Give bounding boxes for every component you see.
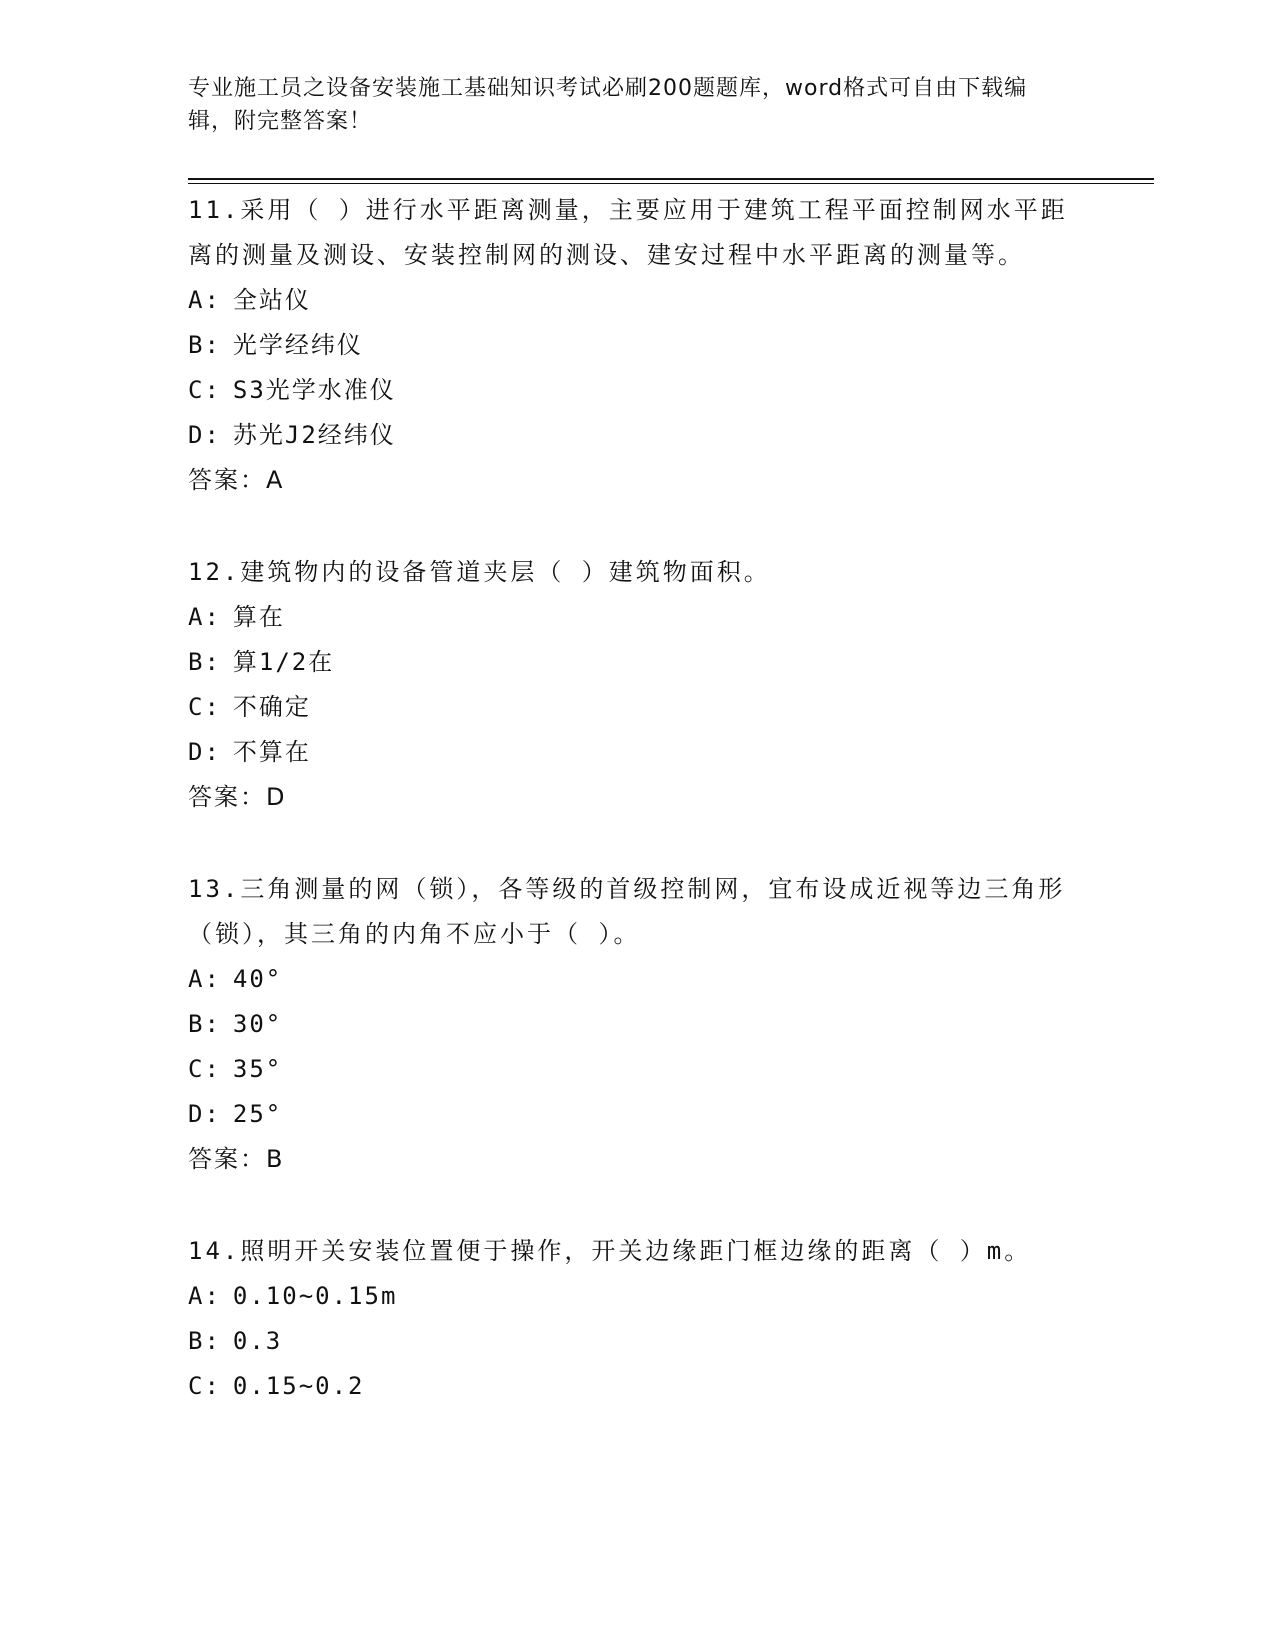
header-divider-thin xyxy=(188,183,1154,184)
question-13 xyxy=(188,867,1088,1182)
option-label: B: xyxy=(188,648,221,676)
option-label: C: xyxy=(188,693,221,721)
option-text: S3光学水准仪 xyxy=(232,376,396,404)
option-text: 不确定 xyxy=(232,693,311,721)
option-label: D: xyxy=(188,421,221,449)
header-divider-thick xyxy=(188,178,1154,180)
option-b xyxy=(188,1002,1088,1047)
question-spacer xyxy=(188,1182,1088,1229)
option-d xyxy=(188,413,1088,458)
option-label: A: xyxy=(188,1282,221,1310)
option-label: C: xyxy=(188,376,221,404)
question-list xyxy=(188,188,1088,1409)
option-label: B: xyxy=(188,331,221,359)
option-text: 苏光J2经纬仪 xyxy=(232,421,396,449)
question-spacer xyxy=(188,503,1088,550)
option-a xyxy=(188,1274,1088,1319)
option-label: A: xyxy=(188,965,221,993)
option-text: 30° xyxy=(232,1010,283,1038)
option-a xyxy=(188,595,1088,640)
option-label: A: xyxy=(188,603,221,631)
answer-line: 答案：A xyxy=(188,466,285,494)
option-a xyxy=(188,278,1088,323)
option-c xyxy=(188,1364,1088,1409)
option-label: A: xyxy=(188,286,221,314)
option-text: 算1/2在 xyxy=(232,648,335,676)
option-label: D: xyxy=(188,1100,221,1128)
answer-line: 答案：B xyxy=(188,1145,285,1173)
option-text: 40° xyxy=(232,965,283,993)
option-text: 0.10~0.15m xyxy=(232,1282,398,1310)
option-c xyxy=(188,368,1088,413)
option-text: 0.3 xyxy=(232,1327,283,1355)
question-14 xyxy=(188,1229,1088,1409)
option-a xyxy=(188,957,1088,1002)
answer-line: 答案：D xyxy=(188,783,287,811)
document-header: 专业施工员之设备安装施工基础知识考试必刷200题题库，word格式可自由下载编辑，附完整答案！ xyxy=(188,76,1028,134)
question-stem: 11.采用（ ）进行水平距离测量，主要应用于建筑工程平面控制网水平距离的测量及测设、安装控制网的测设、建安过程中水平距离的测量等。 xyxy=(188,196,1068,269)
question-11 xyxy=(188,188,1088,503)
question-spacer xyxy=(188,820,1088,867)
option-c xyxy=(188,1047,1088,1092)
question-stem: 14.照明开关安装位置便于操作，开关边缘距门框边缘的距离（ ）m。 xyxy=(188,1237,1032,1265)
option-text: 光学经纬仪 xyxy=(232,331,363,359)
option-text: 算在 xyxy=(232,603,285,631)
option-b xyxy=(188,1319,1088,1364)
option-c xyxy=(188,685,1088,730)
option-d xyxy=(188,1092,1088,1137)
option-text: 不算在 xyxy=(232,738,311,766)
option-label: C: xyxy=(188,1055,221,1083)
option-b xyxy=(188,323,1088,368)
option-label: C: xyxy=(188,1372,221,1400)
option-label: B: xyxy=(188,1010,221,1038)
option-label: B: xyxy=(188,1327,221,1355)
option-text: 全站仪 xyxy=(232,286,311,314)
option-text: 35° xyxy=(232,1055,283,1083)
option-text: 0.15~0.2 xyxy=(232,1372,365,1400)
question-12 xyxy=(188,550,1088,820)
option-label: D: xyxy=(188,738,221,766)
question-stem: 12.建筑物内的设备管道夹层（ ）建筑物面积。 xyxy=(188,558,771,586)
question-stem: 13.三角测量的网（锁），各等级的首级控制网，宜布设成近视等边三角形（锁），其三角的内角不应小于（ ）。 xyxy=(188,875,1066,948)
option-text: 25° xyxy=(232,1100,283,1128)
option-d xyxy=(188,730,1088,775)
option-b xyxy=(188,640,1088,685)
